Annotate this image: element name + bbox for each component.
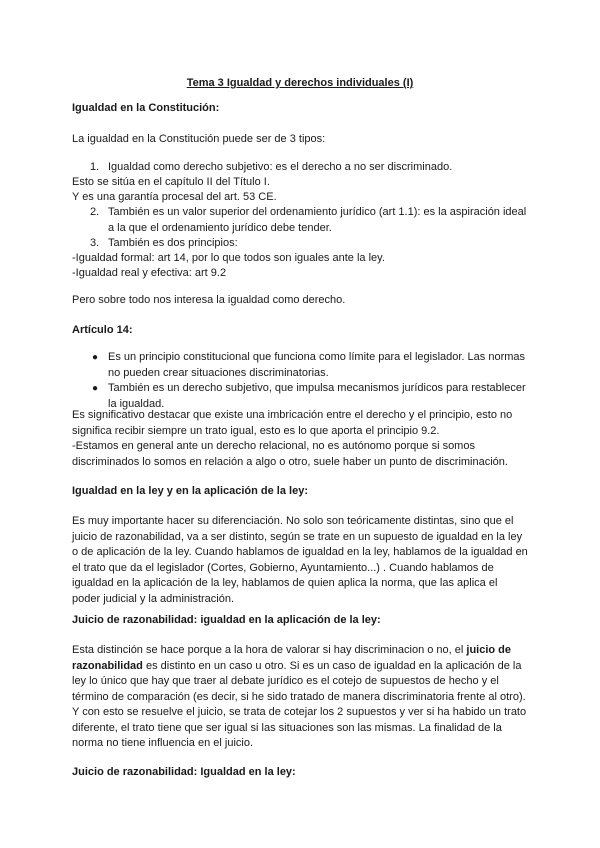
document-title: Tema 3 Igualdad y derechos individuales (I) — [186, 77, 414, 89]
bullet-icon: ● — [92, 352, 99, 363]
list-item — [72, 350, 528, 381]
list-item — [72, 236, 528, 252]
paragraph-text: Esta distinción se hace porque a la hora de valorar si hay discriminacion o no, el — [72, 644, 467, 656]
paragraph-text: es distinto en un caso u otro. Si es un caso de igualdad en la aplicación de la ley lo único que hay que traer al debate jurídico es el cotejo de supuestos de hecho y el término de comparación (es decir, si he sido tratado de manera discriminatoria frente al otro). Y con esto se resuelve el juicio, se trata de cotejar los 2 supuestos y ver si ha habido un trato diferente, el trato tiene que ser igual si las situaciones son las mismas. La finalidad de la norma no tiene influencia en el juicio. — [72, 659, 527, 749]
text-line: Y es una garantía procesal del art. 53 CE. — [72, 191, 277, 203]
bullet-icon: ● — [92, 383, 99, 394]
closing-paragraph: Pero sobre todo nos interesa la igualdad como derecho. — [72, 294, 346, 306]
list-item-text: También es dos principios: — [108, 237, 238, 249]
list-item — [72, 205, 528, 236]
list-item-text: También es un valor superior del ordenamiento jurídico (art 1.1): es la aspiración ideal a la que el ordenamiento jurídico debe tender. — [108, 206, 527, 234]
bullet-list — [72, 350, 528, 412]
text-line: -Igualdad formal: art 14, por lo que todos son iguales ante la ley. — [72, 252, 385, 264]
list-item-text: Es un principio constitucional que funciona como límite para el legislador. Las normas no pueden crear situaciones discriminatorias. — [108, 351, 526, 379]
paragraph: -Estamos en general ante un derecho relacional, no es autónomo porque si somos discriminados lo somos en relación a algo o otro, suele haber un punto de discriminación. — [72, 440, 508, 468]
list-item — [72, 160, 528, 176]
list-number: 1. — [90, 161, 100, 173]
numbered-list-part2 — [72, 205, 528, 252]
list-number: 2. — [90, 206, 100, 218]
heading-igualdad-constitucion: Igualdad en la Constitución: — [72, 102, 220, 114]
intro-paragraph: La igualdad en la Constitución puede ser de 3 tipos: — [72, 133, 326, 145]
heading-juicio-aplicacion: Juicio de razonabilidad: igualdad en la aplicación de la ley: — [72, 614, 381, 626]
text-line: Esto se sitúa en el capítulo II del Título I. — [72, 176, 270, 188]
list-number: 3. — [90, 237, 100, 249]
bold-term: juicio de razonabilidad — [72, 644, 512, 672]
heading-juicio-ley: Juicio de razonabilidad: Igualdad en la ley: — [72, 766, 296, 778]
list-item-text: También es un derecho subjetivo, que impulsa mecanismos jurídicos para restablecer la igualdad. — [108, 382, 526, 410]
heading-articulo-14: Artículo 14: — [72, 324, 133, 336]
numbered-list-part1 — [72, 160, 528, 176]
paragraph: Es muy importante hacer su diferenciación. No solo son teóricamente distintas, sino que el juicio de razonabilidad, va a ser distinto, según se trate en un supuesto de igualdad en la ley o de aplicación de la ley. Cuando hablamos de igualdad en la ley, hablamos de la igualdad en el trato que da el legislador (Cortes, Gobierno, Ayuntamiento...) . Cuando hablamos de igualdad en la aplicación de la ley, hablamos de quien aplica la norma, que las aplica el poder judicial y la administración. — [72, 515, 528, 605]
list-item-text: Igualdad como derecho subjetivo: es el derecho a no ser discriminado. — [108, 161, 453, 173]
paragraph — [72, 643, 528, 752]
text-line: -Igualdad real y efectiva: art 9.2 — [72, 267, 227, 279]
heading-igualdad-ley-aplicacion: Igualdad en la ley y en la aplicación de la ley: — [72, 485, 308, 497]
paragraph: Es significativo destacar que existe una imbricación entre el derecho y el principio, esto no significa recibir siempre un trato igual, esto es lo que aporta el principio 9.2. — [72, 409, 513, 437]
